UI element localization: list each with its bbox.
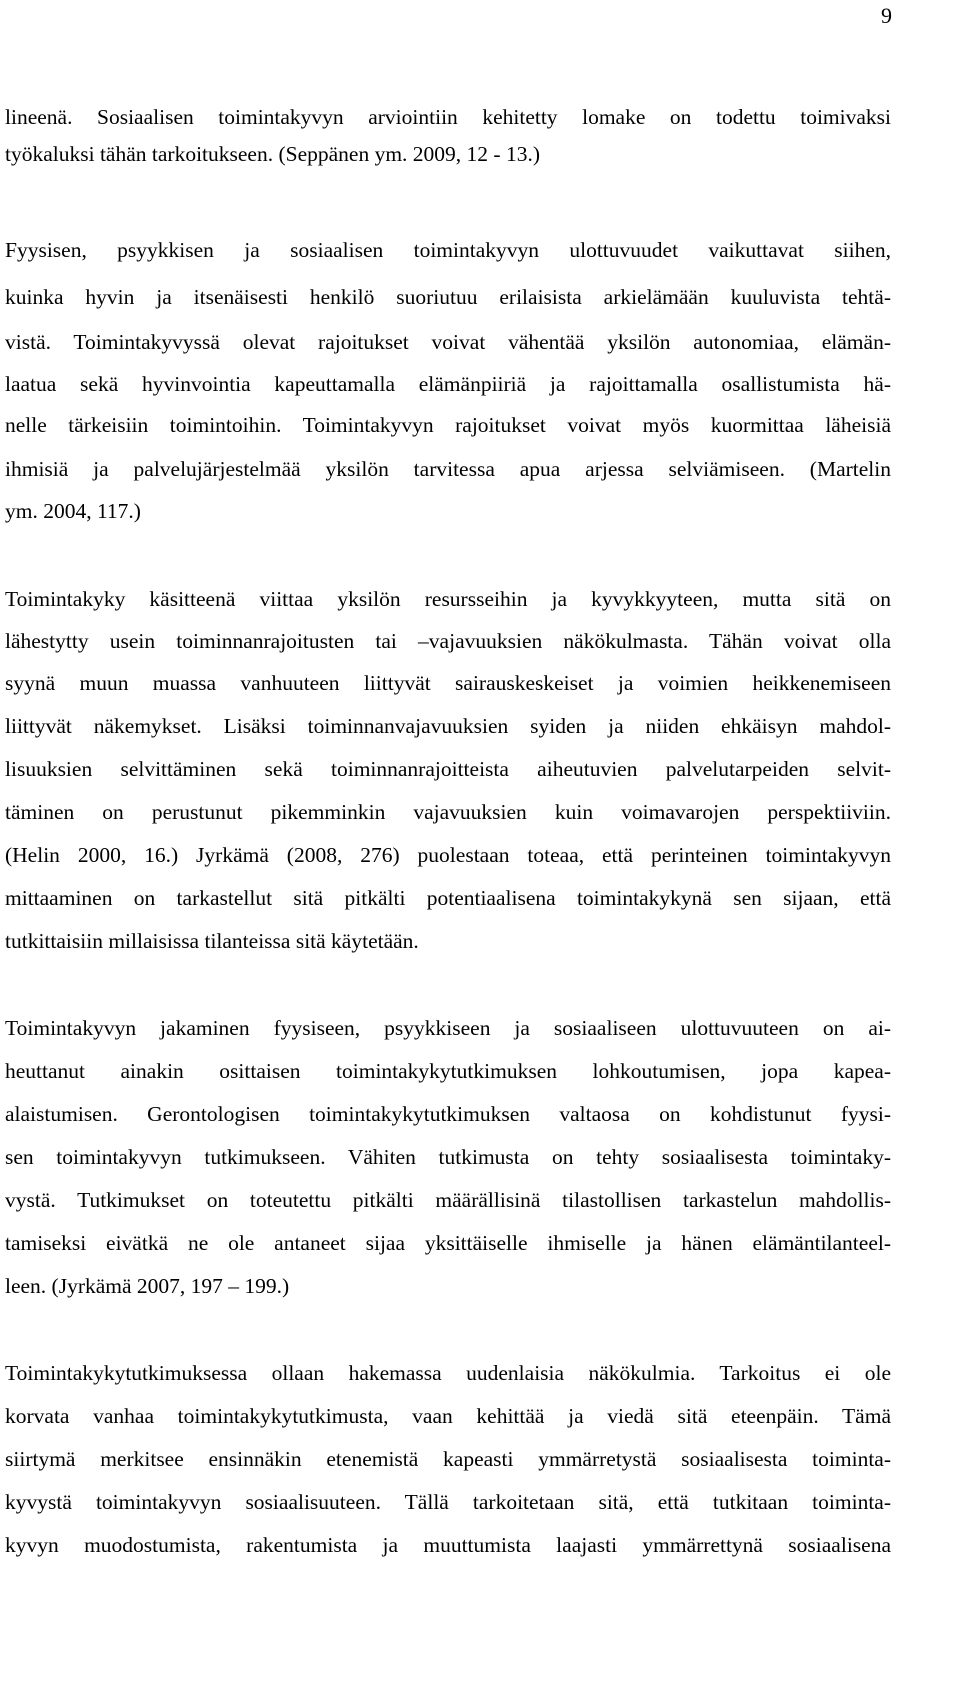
text-line: kyvyn muodostumista, rakentumista ja muuttumista laajasti ymmärrettynä sosiaalisena <box>5 1533 891 1557</box>
text-line: tamiseksi eivätkä ne ole antaneet sijaa yksittäiselle ihmiselle ja hänen elämäntilanteel- <box>5 1231 891 1255</box>
text-line: syynä muun muassa vanhuuteen liittyvät sairauskeskeiset ja voimien heikkenemiseen <box>5 671 891 695</box>
text-line: (Helin 2000, 16.) Jyrkämä (2008, 276) puolestaan toteaa, että perinteinen toimintakyvyn <box>5 843 891 867</box>
text-line: kuinka hyvin ja itsenäisesti henkilö suoriutuu erilaisista arkielämään kuuluvista tehtä- <box>5 285 891 309</box>
text-line: heuttanut ainakin osittaisen toimintakykytutkimuksen lohkoutumisen, jopa kapea- <box>5 1059 891 1083</box>
text-line: siirtymä merkitsee ensinnäkin etenemistä kapeasti ymmärretystä sosiaalisesta toiminta- <box>5 1447 891 1471</box>
page-number: 9 <box>881 3 892 28</box>
text-line: ihmisiä ja palvelujärjestelmää yksilön tarvitessa apua arjessa selviämiseen. (Martelin <box>5 457 891 481</box>
text-line: lähestytty usein toiminnanrajoitusten tai –vajavuuksien näkökulmasta. Tähän voivat olla <box>5 629 891 653</box>
text-line: tutkittaisiin millaisissa tilanteissa sitä käytetään. <box>5 929 419 953</box>
text-line: kyvystä toimintakyvyn sosiaalisuuteen. Tällä tarkoitetaan sitä, että tutkitaan toiminta- <box>5 1490 891 1514</box>
text-line: sen toimintakyvyn tutkimukseen. Vähiten tutkimusta on tehty sosiaalisesta toimintaky- <box>5 1145 891 1169</box>
text-line: Toimintakykytutkimuksessa ollaan hakemassa uudenlaisia näkökulmia. Tarkoitus ei ole <box>5 1361 891 1385</box>
text-line: korvata vanhaa toimintakykytutkimusta, vaan kehittää ja viedä sitä eteenpäin. Tämä <box>5 1404 891 1428</box>
text-line: Fyysisen, psyykkisen ja sosiaalisen toimintakyvyn ulottuvuudet vaikuttavat siihen, <box>5 238 891 262</box>
text-line: mittaaminen on tarkastellut sitä pitkälti potentiaalisena toimintakykynä sen sijaan, että <box>5 886 891 910</box>
text-line: Toimintakyky käsitteenä viittaa yksilön resursseihin ja kyvykkyyteen, mutta sitä on <box>5 587 891 611</box>
text-line: laatua sekä hyvinvointia kapeuttamalla elämänpiiriä ja rajoittamalla osallistumista hä- <box>5 372 891 396</box>
text-line: vistä. Toimintakyvyssä olevat rajoitukset voivat vähentää yksilön autonomiaa, elämän- <box>5 330 891 354</box>
text-line: täminen on perustunut pikemminkin vajavuuksien kuin voimavarojen perspektiiviin. <box>5 800 891 824</box>
text-line: työkaluksi tähän tarkoitukseen. (Seppänen ym. 2009, 12 - 13.) <box>5 142 541 166</box>
text-line: liittyvät näkemykset. Lisäksi toiminnanvajavuuksien syiden ja niiden ehkäisyn mahdol- <box>5 714 891 738</box>
text-line: alaistumisen. Gerontologisen toimintakykytutkimuksen valtaosa on kohdistunut fyysi- <box>5 1102 891 1126</box>
text-line: vystä. Tutkimukset on toteutettu pitkälti määrällisinä tilastollisen tarkastelun mahdollis- <box>5 1188 891 1212</box>
text-line: Toimintakyvyn jakaminen fyysiseen, psyykkiseen ja sosiaaliseen ulottuvuuteen on ai- <box>5 1016 891 1040</box>
text-line: lisuuksien selvittäminen sekä toiminnanrajoitteista aiheutuvien palvelutarpeiden selvit- <box>5 757 891 781</box>
text-line: ym. 2004, 117.) <box>5 499 141 523</box>
text-line: nelle tärkeisiin toimintoihin. Toimintakyvyn rajoitukset voivat myös kuormittaa läheisiä <box>5 413 891 437</box>
text-line: lineenä. Sosiaalisen toimintakyvyn arviointiin kehitetty lomake on todettu toimivaksi <box>5 105 891 129</box>
text-line: leen. (Jyrkämä 2007, 197 – 199.) <box>5 1274 290 1298</box>
